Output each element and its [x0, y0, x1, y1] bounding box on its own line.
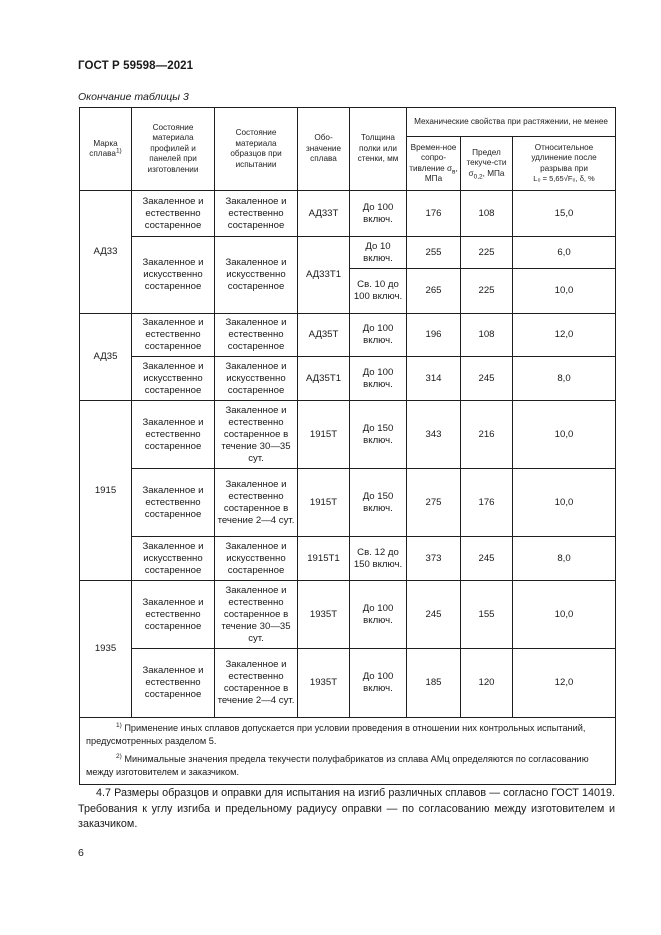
yield-cell: 216	[461, 401, 513, 469]
thickness-cell: До 100 включ.	[350, 581, 407, 649]
elongation-cell: 8,0	[513, 357, 616, 401]
tensile-cell: 176	[407, 191, 461, 237]
designation-cell: 1935Т	[298, 649, 350, 718]
yield-cell: 245	[461, 357, 513, 401]
table-row	[80, 237, 616, 269]
thickness-cell: До 150 включ.	[350, 469, 407, 537]
yield-cell: 108	[461, 314, 513, 357]
designation-cell: 1935Т	[298, 581, 350, 649]
profile-state-cell: Закаленное и естественно состаренное	[132, 649, 215, 718]
grade-cell: АД35	[80, 314, 132, 401]
designation-cell: АД35Т	[298, 314, 350, 357]
profile-state-cell: Закаленное и естественно состаренное	[132, 191, 215, 237]
table-row	[80, 357, 616, 401]
thickness-cell: Св. 12 до 150 включ.	[350, 537, 407, 581]
elongation-cell: 12,0	[513, 314, 616, 357]
header-mechanical-group: Механические свойства при растяжении, не менее	[407, 108, 616, 137]
elongation-cell: 15,0	[513, 191, 616, 237]
table-row	[80, 314, 616, 357]
elongation-cell: 10,0	[513, 469, 616, 537]
mechanical-properties-table	[79, 107, 616, 785]
sample-state-cell: Закаленное и естественно состаренное в течение 2—4 сут.	[215, 649, 298, 718]
thickness-cell: Св. 10 до 100 включ.	[350, 269, 407, 314]
footnote-1: $^{1)}$ Применение иных сплавов допускается при условии проведения в отношении них контрольных испытаний, предусмотренных разделом 5.	[86, 721, 586, 746]
designation-cell: 1915Т1	[298, 537, 350, 581]
sample-state-cell: Закаленное и естественно состаренное в течение 30—35 сут.	[215, 401, 298, 469]
table-row	[80, 469, 616, 537]
page-number: 6	[78, 847, 84, 859]
header-yield: Предел текуче-сти $\sigma_{0,2}$, МПа	[461, 137, 513, 191]
profile-state-cell: Закаленное и естественно состаренное	[132, 314, 215, 357]
header-sample-state: Состояние материала образцов при испытании	[215, 108, 298, 191]
thickness-cell: До 150 включ.	[350, 401, 407, 469]
footnote-2: $^{2)}$ Минимальные значения предела текучести полуфабрикатов из сплава АМц определяются по согласованию между изготовителем и заказчиком.	[86, 752, 589, 777]
elongation-cell: 10,0	[513, 581, 616, 649]
paragraph-4-7: 4.7 Размеры образцов и оправки для испытания на изгиб различных сплавов — согласно ГОСТ 14019. Требования к углу изгиба и предельному радиусу оправки — по согласованию между изготовителем и заказчиком.	[78, 787, 615, 830]
tensile-cell: 255	[407, 237, 461, 269]
designation-cell: 1915Т	[298, 401, 350, 469]
sample-state-cell: Закаленное и искусственно состаренное	[215, 237, 298, 314]
table-row	[80, 401, 616, 469]
yield-cell: 225	[461, 269, 513, 314]
tensile-cell: 275	[407, 469, 461, 537]
profile-state-cell: Закаленное и искусственно состаренное	[132, 237, 215, 314]
yield-cell: 245	[461, 537, 513, 581]
profile-state-cell: Закаленное и искусственно состаренное	[132, 537, 215, 581]
elongation-cell: 12,0	[513, 649, 616, 718]
footnotes-cell	[80, 718, 616, 785]
tensile-cell: 343	[407, 401, 461, 469]
thickness-cell: До 100 включ.	[350, 314, 407, 357]
profile-state-cell: Закаленное и естественно состаренное	[132, 581, 215, 649]
sample-state-cell: Закаленное и естественно состаренное в течение 30—35 сут.	[215, 581, 298, 649]
table-row	[80, 581, 616, 649]
header-thickness: Толщина полки или стенки, мм	[350, 108, 407, 191]
sample-state-cell: Закаленное и естественно состаренное	[215, 314, 298, 357]
profile-state-cell: Закаленное и естественно состаренное	[132, 469, 215, 537]
footnotes-row	[80, 718, 616, 785]
header-elongation: Относительное удлинение после разрыва при L₀ = 5,65√F₀, δ, %	[513, 137, 616, 191]
designation-cell: АД33Т1	[298, 237, 350, 314]
table-row	[80, 191, 616, 237]
tensile-cell: 185	[407, 649, 461, 718]
profile-state-cell: Закаленное и искусственно состаренное	[132, 357, 215, 401]
designation-cell: АД35Т1	[298, 357, 350, 401]
header-profile-state: Состояние материала профилей и панелей при изготовлении	[132, 108, 215, 191]
tensile-cell: 314	[407, 357, 461, 401]
header-grade: Марка сплава$^{1)}$	[80, 108, 132, 191]
grade-cell: 1915	[80, 401, 132, 581]
table-row	[80, 649, 616, 718]
document-header: ГОСТ Р 59598—2021	[78, 60, 194, 72]
grade-cell: 1935	[80, 581, 132, 718]
elongation-formula: L₀ = 5,65√F₀, δ, %	[533, 174, 595, 183]
table-caption: Окончание таблицы 3	[78, 91, 189, 103]
header-tensile: Времен-ное сопро-тивление $\sigma_в$, МПа	[407, 137, 461, 191]
table-row	[80, 537, 616, 581]
tensile-cell: 196	[407, 314, 461, 357]
sample-state-cell: Закаленное и искусственно состаренное	[215, 357, 298, 401]
thickness-cell: До 100 включ.	[350, 649, 407, 718]
thickness-cell: До 10 включ.	[350, 237, 407, 269]
designation-cell: 1915Т	[298, 469, 350, 537]
tensile-cell: 245	[407, 581, 461, 649]
elongation-cell: 10,0	[513, 269, 616, 314]
elongation-cell: 6,0	[513, 237, 616, 269]
tensile-cell: 265	[407, 269, 461, 314]
elongation-cell: 8,0	[513, 537, 616, 581]
sample-state-cell: Закаленное и естественно состаренное в течение 2—4 сут.	[215, 469, 298, 537]
yield-cell: 120	[461, 649, 513, 718]
designation-cell: АД33Т	[298, 191, 350, 237]
yield-cell: 155	[461, 581, 513, 649]
profile-state-cell: Закаленное и естественно состаренное	[132, 401, 215, 469]
sample-state-cell: Закаленное и естественно состаренное	[215, 191, 298, 237]
sample-state-cell: Закаленное и искусственно состаренное	[215, 537, 298, 581]
tensile-cell: 373	[407, 537, 461, 581]
yield-cell: 176	[461, 469, 513, 537]
yield-cell: 225	[461, 237, 513, 269]
thickness-cell: До 100 включ.	[350, 357, 407, 401]
yield-cell: 108	[461, 191, 513, 237]
elongation-cell: 10,0	[513, 401, 616, 469]
thickness-cell: До 100 включ.	[350, 191, 407, 237]
header-designation: Обо-значение сплава	[298, 108, 350, 191]
grade-cell: АД33	[80, 191, 132, 314]
